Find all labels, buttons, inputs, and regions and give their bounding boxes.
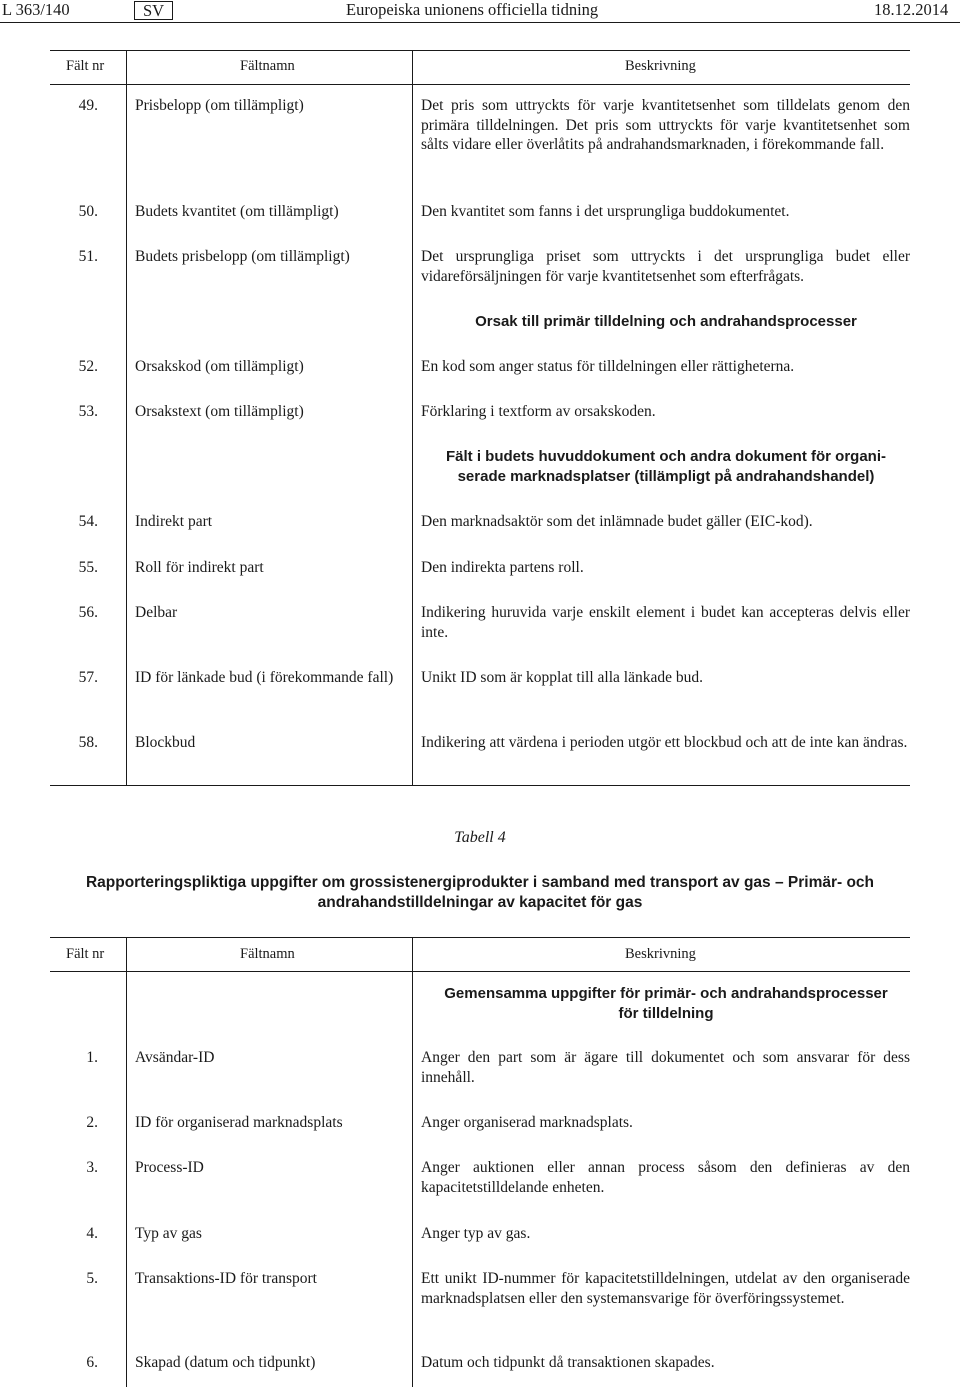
field-name: Prisbelopp (om tillämpligt): [135, 97, 304, 114]
col-divider: [126, 50, 127, 785]
col-divider: [126, 937, 127, 1387]
table-title: andrahandstilldelningar av kapacitet för gas: [317, 894, 643, 911]
field-name: Avsändar-ID: [135, 1049, 215, 1066]
col-header-name: Fältnamn: [240, 58, 295, 74]
field-name: ID för länkade bud (i förekommande fall): [135, 669, 394, 686]
field-number: 53.: [78, 403, 98, 420]
field-number: 50.: [78, 203, 98, 220]
field-name: Transaktions-ID för transport: [135, 1270, 317, 1287]
field-name: Typ av gas: [135, 1225, 202, 1242]
table-title: Rapporteringspliktiga uppgifter om grossistenergiprodukter i samband med transport av gas – Primär- och: [85, 874, 875, 891]
field-description: Det ursprungliga priset som uttryckts i det ursprungliga budet eller vidareförsäljningen för varje kvantitetsenhet som efterfrågats.: [421, 248, 910, 285]
field-description: Unikt ID som är kopplat till alla länkade bud.: [421, 669, 703, 686]
field-number: 6.: [86, 1354, 98, 1371]
field-description: Det pris som uttryckts för varje kvantitetsenhet som tilldelats genom den primära tilldelningen. Det pris som uttryckts för varje kvantitetsenhet som sålts vidare eller överlåtits på andrahandsmarknaden, i förekommande fall.: [421, 97, 910, 153]
field-number: 5.: [86, 1270, 98, 1287]
col-header-name: Fältnamn: [240, 946, 295, 962]
field-description: Anger typ av gas.: [421, 1225, 531, 1242]
field-description: Den kvantitet som fanns i det ursprungliga buddokumentet.: [421, 203, 790, 220]
col-header-desc: Beskrivning: [625, 58, 696, 74]
publication-date: 18.12.2014: [874, 0, 949, 19]
field-number: 2.: [86, 1114, 98, 1131]
header-bottom-border: [50, 84, 910, 85]
table-top-border: [50, 50, 910, 51]
section-heading: Fält i budets huvuddokument och andra dokument för organi-: [445, 448, 886, 465]
field-description: Datum och tidpunkt då transaktionen skapades.: [421, 1354, 715, 1371]
field-name: Delbar: [135, 604, 178, 621]
field-name: Budets kvantitet (om tillämpligt): [135, 203, 339, 220]
header-bottom-border: [50, 971, 910, 972]
field-number: 55.: [78, 559, 98, 576]
table-bottom-border: [50, 785, 910, 786]
field-number: 54.: [78, 513, 98, 530]
field-number: 3.: [86, 1159, 98, 1176]
table-caption: Tabell 4: [454, 829, 506, 846]
field-number: 52.: [78, 358, 98, 375]
page-reference: L 363/140: [2, 0, 70, 19]
section-heading: för tilldelning: [618, 1005, 714, 1022]
col-header-desc: Beskrivning: [625, 946, 696, 962]
col-divider: [412, 50, 413, 785]
field-description: Anger den part som är ägare till dokumentet och som ansvarar för dess innehåll.: [421, 1049, 910, 1086]
field-number: 57.: [78, 669, 98, 686]
field-description: En kod som anger status för tilldelningen eller rättigheterna.: [421, 358, 795, 375]
section-heading: Orsak till primär tilldelning och andrahandsprocesser: [475, 313, 857, 330]
section-heading: Gemensamma uppgifter för primär- och andrahandsprocesser: [444, 985, 888, 1002]
field-name: Roll för indirekt part: [135, 559, 264, 576]
field-description: Anger organiserad marknadsplats.: [421, 1114, 633, 1131]
col-header-nr: Fält nr: [66, 58, 105, 74]
field-description: Förklaring i textform av orsakskoden.: [421, 403, 656, 420]
field-name: Blockbud: [135, 734, 196, 751]
field-description: Den marknadsaktör som det inlämnade budet gäller (EIC-kod).: [421, 513, 813, 530]
field-name: Skapad (datum och tidpunkt): [135, 1354, 316, 1371]
col-header-nr: Fält nr: [66, 946, 105, 962]
field-number: 56.: [78, 604, 98, 621]
field-name: ID för organiserad marknadsplats: [135, 1114, 343, 1131]
field-number: 1.: [86, 1049, 98, 1066]
field-name: Orsakstext (om tillämpligt): [135, 403, 304, 420]
field-name: Orsakskod (om tillämpligt): [135, 358, 304, 375]
table-top-border: [50, 937, 910, 938]
field-name: Process-ID: [135, 1159, 204, 1176]
field-number: 4.: [86, 1225, 98, 1242]
field-name: Budets prisbelopp (om tillämpligt): [135, 248, 350, 265]
field-description: Indikering att värdena i perioden utgör ett blockbud och att de inte kan ändras.: [421, 734, 908, 751]
section-heading: serade marknadsplatser (tillämpligt på andrahandshandel): [457, 468, 875, 485]
language-badge: SV: [134, 1, 173, 20]
field-number: 51.: [78, 248, 98, 265]
field-number: 58.: [78, 734, 98, 751]
field-number: 49.: [78, 97, 98, 114]
field-description: Anger auktionen eller annan process såsom den definieras av den kapacitetstilldelande enheten.: [421, 1159, 910, 1196]
page-header: [0, 0, 960, 22]
field-description: Indikering huruvida varje enskilt element i budet kan accepteras delvis eller inte.: [421, 604, 910, 641]
journal-title: Europeiska unionens officiella tidning: [346, 0, 599, 19]
field-description: Den indirekta partens roll.: [421, 559, 584, 576]
header-rule: [0, 22, 960, 23]
field-name: Indirekt part: [135, 513, 213, 530]
field-description: Ett unikt ID-nummer för kapacitetstilldelningen, utdelat av den organiserade marknadsplatsen eller den systemansvarige för överföringssystemet.: [421, 1270, 910, 1307]
